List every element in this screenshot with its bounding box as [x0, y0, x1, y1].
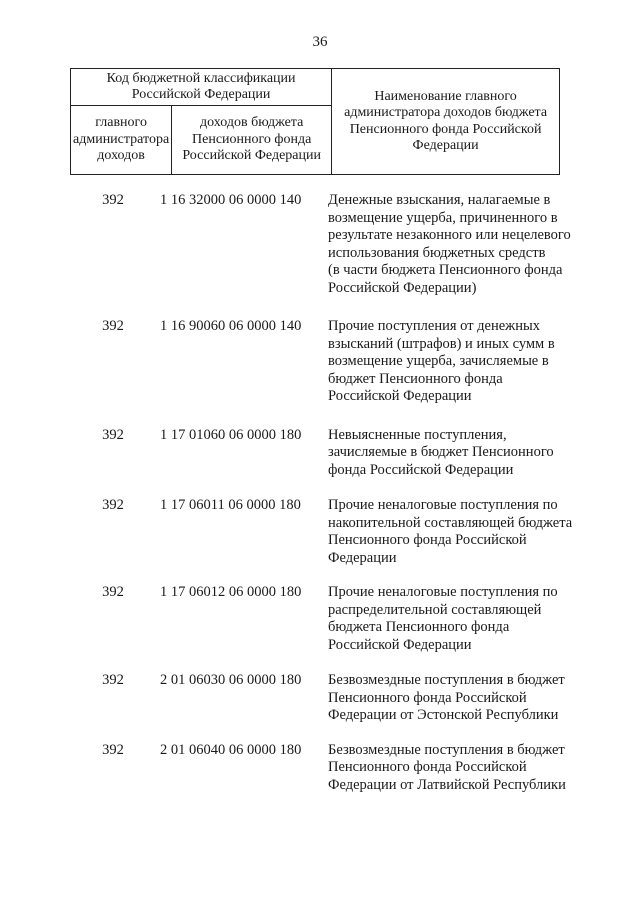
- income-code: 1 16 32000 06 0000 140: [160, 192, 302, 208]
- income-code: 2 01 06030 06 0000 180: [160, 672, 302, 688]
- income-name: Невыясненные поступления, зачисляемые в бюджет Пенсионного фонда Российской Федерации: [328, 426, 554, 478]
- income-code: 1 17 06011 06 0000 180: [160, 497, 301, 513]
- income-name: Прочие неналоговые поступления по накопительной составляющей бюджета Пенсионного фонда Российской Федерации: [328, 497, 573, 566]
- income-name: Прочие неналоговые поступления по распределительной составляющей бюджета Пенсионного фонда Российской Федерации: [328, 584, 558, 653]
- table-row: [70, 427, 590, 480]
- admin-code: 392: [102, 426, 124, 443]
- income-name: Безвозмездные поступления в бюджет Пенсионного фонда Российской Федерации от Латвийской Республики: [328, 741, 566, 793]
- header-code-group: Код бюджетной классификации Российской Федерации: [71, 69, 332, 106]
- header-name-column: Наименование главного администратора доходов бюджета Пенсионного фонда Российской Федерации: [332, 69, 560, 175]
- income-code: 2 01 06040 06 0000 180: [160, 741, 302, 758]
- admin-code: 392: [102, 497, 124, 513]
- admin-code: 392: [102, 672, 124, 688]
- admin-code: 392: [102, 318, 124, 334]
- income-name: Безвозмездные поступления в бюджет Пенсионного фонда Российской Федерации от Эстонской Республики: [328, 672, 565, 723]
- header-admin-column: главного администратора доходов: [71, 106, 172, 175]
- admin-code: 392: [102, 192, 124, 208]
- table-row: [70, 318, 590, 406]
- admin-code: 392: [102, 584, 124, 600]
- table-row: [70, 584, 590, 654]
- rows-list: [70, 192, 590, 794]
- table-row: [70, 742, 590, 795]
- admin-code: 392: [102, 741, 124, 758]
- header-table: [70, 68, 560, 175]
- header-income-column: доходов бюджета Пенсионного фонда Российской Федерации: [172, 106, 332, 175]
- income-name: Денежные взыскания, налагаемые в возмещение ущерба, причиненного в результате незаконного или нецелевого использования бюджетных средств (в части бюджета Пенсионного фонда Российской Федерации): [328, 192, 571, 296]
- page-number: 36: [312, 34, 328, 50]
- table-row: [70, 497, 590, 567]
- income-code: 1 17 01060 06 0000 180: [160, 426, 302, 443]
- income-name: Прочие поступления от денежных взысканий (штрафов) и иных сумм в возмещение ущерба, зачисляемые в бюджет Пенсионного фонда Российской Федерации: [328, 318, 555, 404]
- income-code: 1 17 06012 06 0000 180: [160, 584, 302, 600]
- income-code: 1 16 90060 06 0000 140: [160, 318, 302, 334]
- table-row: [70, 672, 590, 725]
- table-row: [70, 192, 590, 297]
